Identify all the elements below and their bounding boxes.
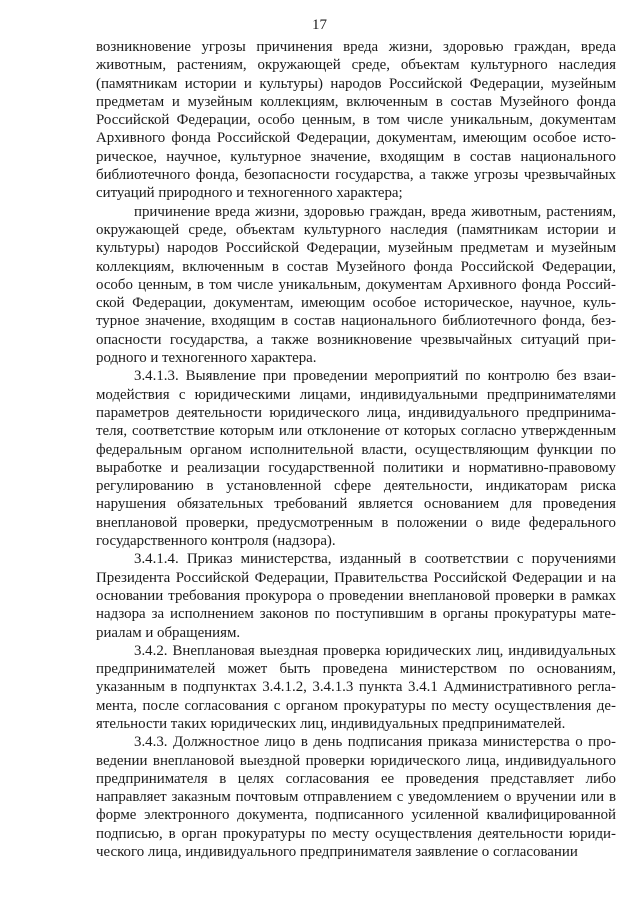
paragraph-threat: возникновение угрозы причинения вреда жизни, здоровью граждан, вреда животным, растениям, окружающей среде, объектам культурного наследия (памятникам истории и культуры) народов Российской Федерации, музейным предметам и музейным коллекциям, включенным в состав Музейного фонда Российской Федерации, особо ценным, в том числе уникальным, документам Архивного фонда Российской Федерации, документам, имеющим особое историческое, научное, культурное значение, входящим в состав национального библиотечного фонда, безопасности государства, а также угрозы чрезвычайных ситуаций природного и техногенного характера; (96, 39, 616, 202)
paragraph-3-4-3: 3.4.3. Должностное лицо в день подписания приказа министерства о проведении внеплановой выездной проверки юридического лица, индивидуального предпринимателя в целях согласования ее проведения представляет либо направляет заказным почтовым отправлением с уведомлением о вручении или в форме электронного документа, подписанного усиленной квалифицированной подписью, в орган прокуратуры по месту осуществления деятельности юридического лица, индивидуального предпринимателя заявление о согласовании (96, 734, 616, 861)
paragraph-3-4-1-4: 3.4.1.4. Приказ министерства, изданный в соответствии с поручениями Президента Российской Федерации, Правительства Российской Федерации и на основании требования прокурора о проведении внеплановой проверки в рамках надзора за исполнением законов по поступившим в органы прокуратуры материалам и обращениям. (96, 551, 616, 641)
paragraph-3-4-1-3: 3.4.1.3. Выявление при проведении мероприятий по контролю без взаимодействия с юридическими лицами, индивидуальными предпринимателями параметров деятельности юридического лица, индивидуального предпринимателя, соответствие которым или отклонение от которых согласно утвержденным федеральным органом исполнительной власти, осуществляющим функции по выработке и реализации государственной политики и нормативно-правовому регулированию в установленной сфере деятельности, индикаторам риска нарушения обязательных требований является основанием для проведения внеплановой проверки, предусмотренным в положении о виде федерального государственного контроля (надзора). (96, 368, 616, 550)
paragraph-3-4-2: 3.4.2. Внеплановая выездная проверка юридических лиц, индивидуальных предпринимателей может быть проведена министерством по основаниям, указанным в подпунктах 3.4.1.2, 3.4.1.3 пункта 3.4.1 Административного регламента, после согласования с органом прокуратуры по месту осуществления деятельности таких юридических лиц, индивидуальных предпринимателей. (96, 642, 616, 732)
page-number: 17 (312, 17, 327, 33)
document-body (96, 38, 616, 861)
paragraph-harm: причинение вреда жизни, здоровью граждан, вреда животным, растениям, окружающей среде, объектам культурного наследия (памятникам истории и культуры) народов Российской Федерации, музейным предметам и музейным коллекциям, включенным в состав Музейного фонда Российской Федерации, особо ценным, в том числе уникальным, документам Архивного фонда Российской Федерации, документам, имеющим особое историческое, научное, культурное значение, входящим в состав национального библиотечного фонда, безопасности государства, а также возникновение чрезвычайных ситуаций природного и техногенного характера. (96, 203, 616, 367)
